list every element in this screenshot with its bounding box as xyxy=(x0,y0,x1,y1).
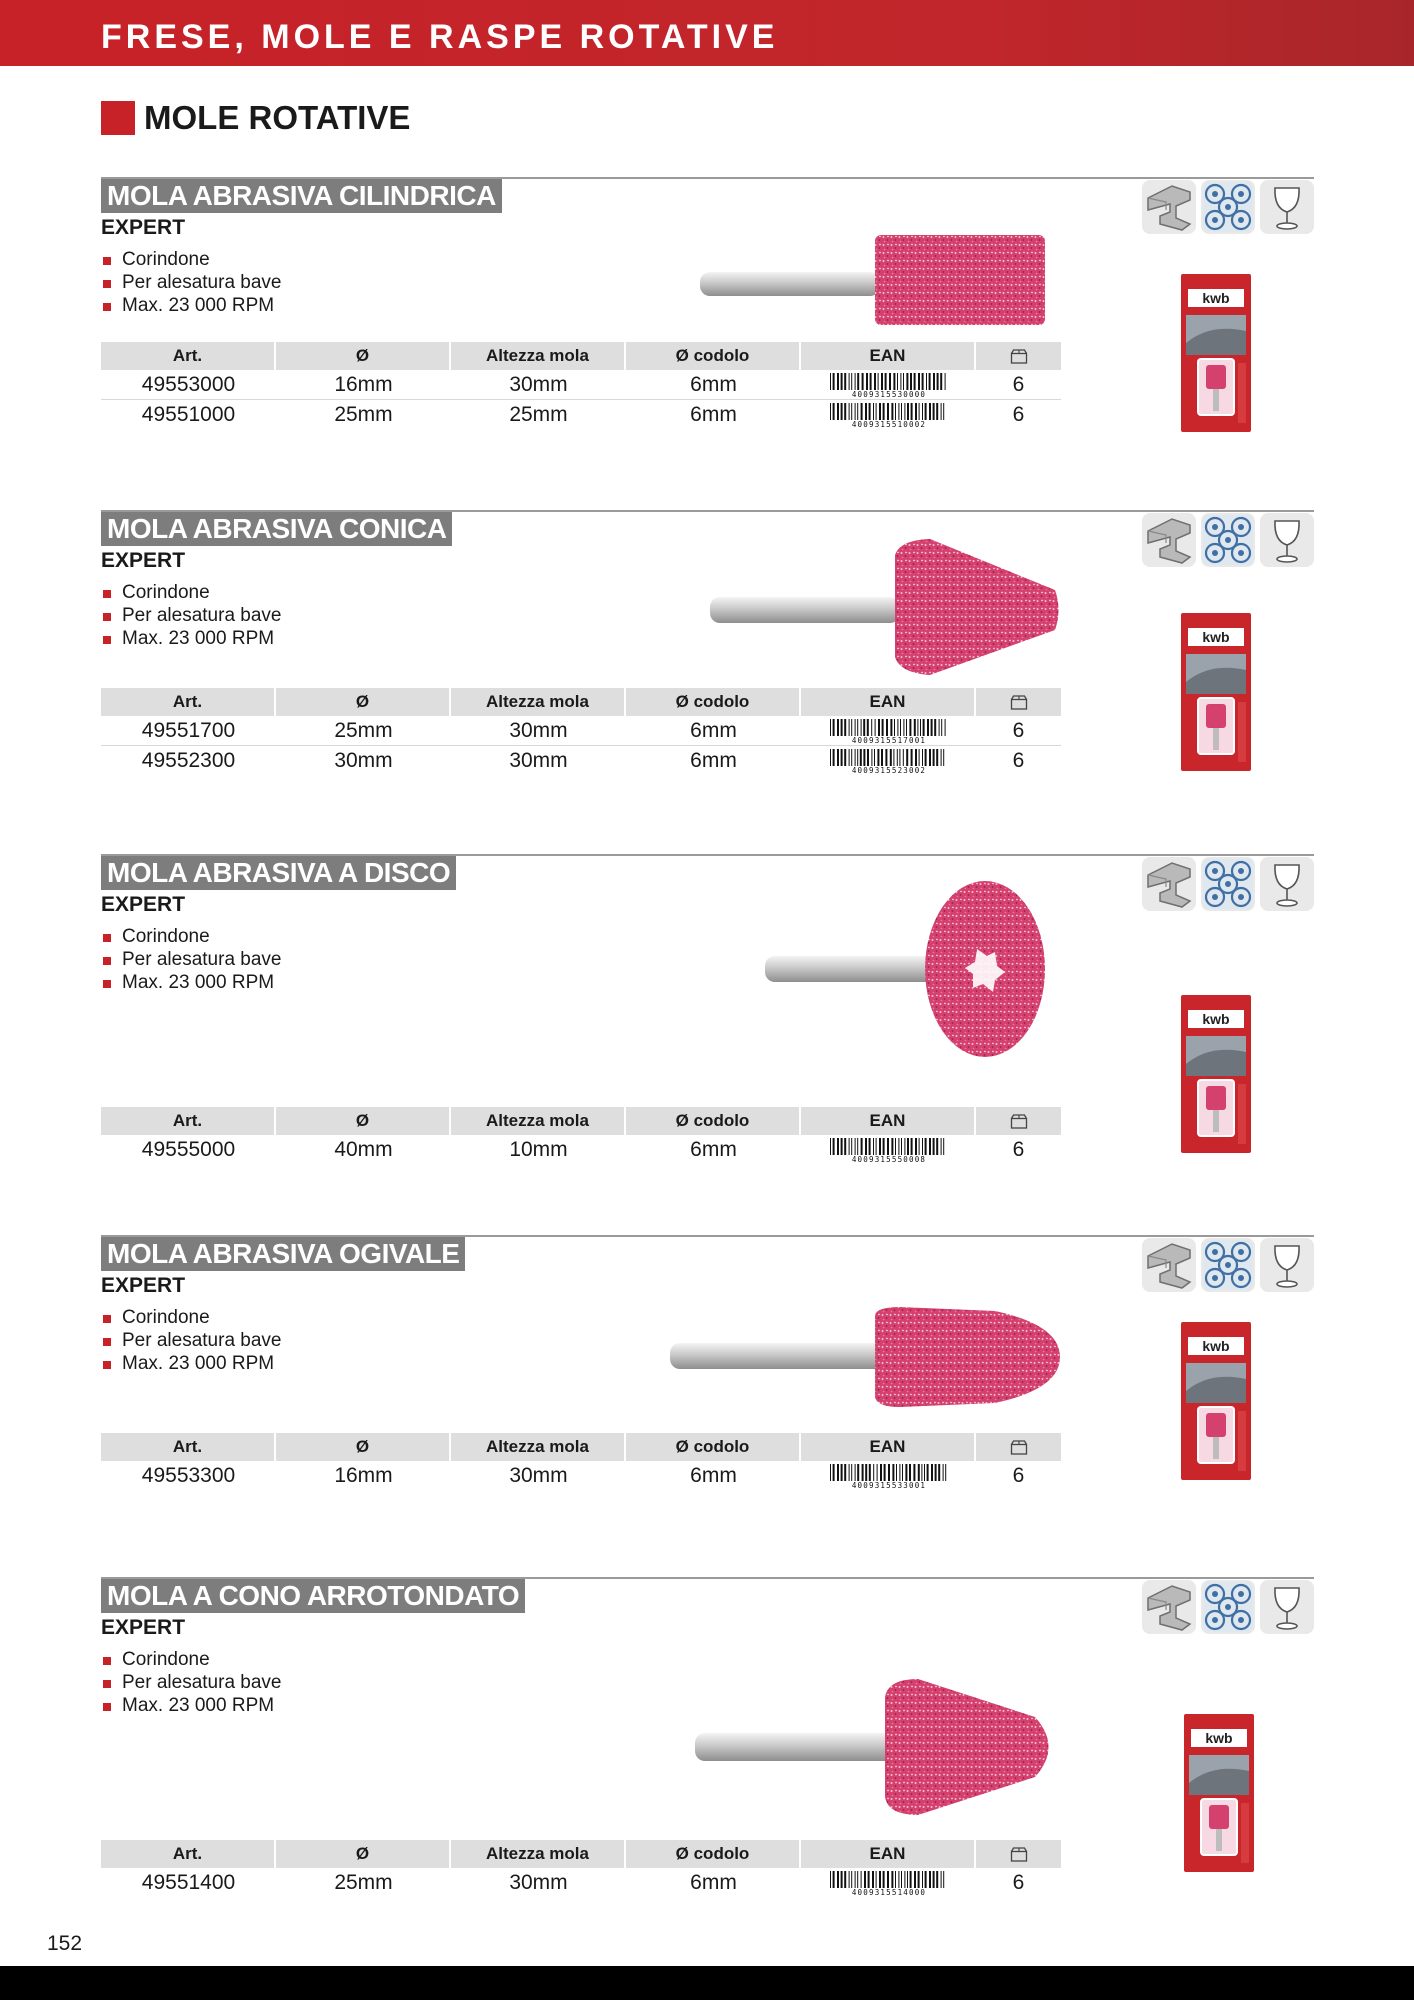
table-header-row xyxy=(101,1107,1061,1135)
table-header-row xyxy=(101,342,1061,370)
steel-profile-icon xyxy=(1142,857,1196,911)
table-row xyxy=(101,370,1061,400)
column-header-art: Art. xyxy=(101,342,276,370)
cell-shank: 6mm xyxy=(626,370,801,400)
pack-brand-label: kwb xyxy=(1202,1338,1230,1354)
column-header-shank: Ø codolo xyxy=(626,342,801,370)
product-title: MOLA ABRASIVA A DISCO xyxy=(101,856,456,890)
section-title: MOLE ROTATIVE xyxy=(144,99,411,136)
column-header-ean: EAN xyxy=(801,1840,976,1868)
column-header-diameter: Ø xyxy=(276,342,451,370)
cell-shank: 6mm xyxy=(626,716,801,746)
cell-qty: 6 xyxy=(976,716,1061,746)
tile-icon xyxy=(1201,513,1255,567)
column-header-height: Altezza mola xyxy=(451,342,626,370)
glass-icon xyxy=(1260,513,1314,567)
feature-item: Corindone xyxy=(101,581,282,604)
column-header-shank: Ø codolo xyxy=(626,1107,801,1135)
svg-text:4009315523002: 4009315523002 xyxy=(851,766,926,774)
column-header-qty xyxy=(976,1107,1061,1135)
cell-diameter: 16mm xyxy=(334,1464,393,1487)
cell-art: 49551700 xyxy=(101,716,276,746)
material-icons xyxy=(1142,1580,1314,1634)
cell-ean xyxy=(801,1868,976,1898)
product-title: MOLA ABRASIVA OGIVALE xyxy=(101,1237,465,1271)
kwb-package-image xyxy=(1180,994,1252,1154)
column-header-diameter: Ø xyxy=(276,1433,451,1461)
steel-profile-icon xyxy=(1142,180,1196,234)
table-header-row xyxy=(101,1433,1061,1461)
material-icons xyxy=(1142,1238,1314,1292)
column-header-ean: EAN xyxy=(801,1107,976,1135)
feature-item: Max. 23 000 RPM xyxy=(101,294,282,317)
cell-height: 30mm xyxy=(509,749,568,772)
box-icon xyxy=(1010,1440,1028,1455)
table-row xyxy=(101,1461,1061,1491)
cell-qty: 6 xyxy=(1012,403,1025,426)
steel-profile-icon xyxy=(1142,513,1196,567)
column-header-ean: EAN xyxy=(801,1433,976,1461)
cell-diameter: 40mm xyxy=(334,1138,393,1161)
feature-item: Max. 23 000 RPM xyxy=(101,627,282,650)
glass-icon xyxy=(1260,1238,1314,1292)
svg-text:4009315514000: 4009315514000 xyxy=(851,1888,926,1896)
feature-item: Per alesatura bave xyxy=(101,948,282,971)
tile-icon xyxy=(1201,1580,1255,1634)
kwb-package-image xyxy=(1180,612,1252,772)
glass-icon xyxy=(1260,857,1314,911)
section-square-icon xyxy=(101,101,135,135)
column-header-height: Altezza mola xyxy=(451,1433,626,1461)
page-number: 152 xyxy=(47,1932,83,1955)
feature-item: Max. 23 000 RPM xyxy=(101,1352,282,1375)
feature-item: Corindone xyxy=(101,1306,282,1329)
banner-title: FRESE, MOLE E RASPE ROTATIVE xyxy=(101,18,779,56)
conical-stone-image xyxy=(700,535,1070,675)
pack-brand-label: kwb xyxy=(1202,629,1230,645)
tile-icon xyxy=(1201,857,1255,911)
product-line: EXPERT xyxy=(101,549,186,572)
column-header-ean: EAN xyxy=(801,342,976,370)
glass-icon xyxy=(1260,1580,1314,1634)
cell-art: 49555000 xyxy=(141,1138,236,1161)
box-icon xyxy=(1010,695,1028,710)
table-row xyxy=(101,1868,1061,1898)
material-icons xyxy=(1142,180,1314,234)
feature-item: Corindone xyxy=(101,1648,282,1671)
column-header-qty xyxy=(976,1840,1061,1868)
feature-item: Per alesatura bave xyxy=(101,604,282,627)
cell-shank: 6mm xyxy=(690,1871,737,1894)
column-header-shank: Ø codolo xyxy=(626,1840,801,1868)
kwb-package-image xyxy=(1180,273,1252,433)
column-header-height: Altezza mola xyxy=(451,1107,626,1135)
cell-qty: 6 xyxy=(1012,1871,1025,1894)
glass-icon xyxy=(1260,180,1314,234)
feature-list xyxy=(101,581,282,650)
column-header-diameter: Ø xyxy=(276,1840,451,1868)
feature-list xyxy=(101,1648,282,1717)
product-line: EXPERT xyxy=(101,893,186,916)
svg-text:4009315550008: 4009315550008 xyxy=(851,1155,926,1163)
box-icon xyxy=(1010,1114,1028,1129)
product-line: EXPERT xyxy=(101,1616,186,1639)
product-title: MOLA ABRASIVA CONICA xyxy=(101,512,452,546)
column-header-shank: Ø codolo xyxy=(626,688,801,716)
ean-barcode xyxy=(828,372,950,398)
product-line: EXPERT xyxy=(101,1274,186,1297)
svg-text:4009315510002: 4009315510002 xyxy=(851,420,926,428)
cell-shank: 6mm xyxy=(690,1464,737,1487)
feature-item: Max. 23 000 RPM xyxy=(101,971,282,994)
cell-diameter: 25mm xyxy=(334,1871,393,1894)
ean-barcode xyxy=(828,402,950,428)
cell-diameter: 25mm xyxy=(276,716,451,746)
table-row xyxy=(101,746,1061,776)
material-icons xyxy=(1142,857,1314,911)
cell-art: 49551400 xyxy=(141,1871,236,1894)
table-row xyxy=(101,716,1061,746)
tile-icon xyxy=(1201,1238,1255,1292)
box-icon xyxy=(1010,349,1028,364)
box-icon xyxy=(1010,1847,1028,1862)
cell-qty: 6 xyxy=(1012,749,1025,772)
column-header-diameter: Ø xyxy=(276,688,451,716)
column-header-height: Altezza mola xyxy=(451,1840,626,1868)
column-header-art: Art. xyxy=(101,688,276,716)
column-header-shank: Ø codolo xyxy=(626,1433,801,1461)
feature-list xyxy=(101,925,282,994)
column-header-ean: EAN xyxy=(801,688,976,716)
cell-ean xyxy=(801,370,976,400)
table-header-row xyxy=(101,688,1061,716)
cell-ean xyxy=(801,400,976,430)
kwb-package-image xyxy=(1180,1321,1252,1481)
bottom-bar xyxy=(0,1966,1414,2000)
cell-art: 49551000 xyxy=(141,403,236,426)
column-header-art: Art. xyxy=(101,1433,276,1461)
pack-brand-label: kwb xyxy=(1205,1730,1233,1746)
cell-art: 49553300 xyxy=(141,1464,236,1487)
cell-qty: 6 xyxy=(1012,1464,1025,1487)
cell-shank: 6mm xyxy=(690,1138,737,1161)
cell-ean xyxy=(801,746,976,776)
feature-item: Corindone xyxy=(101,925,282,948)
feature-item: Per alesatura bave xyxy=(101,271,282,294)
cylindrical-stone-image xyxy=(690,227,1060,337)
ogive-stone-image xyxy=(665,1305,1065,1410)
product-title: MOLA A CONO ARROTONDATO xyxy=(101,1579,525,1613)
svg-text:4009315530000: 4009315530000 xyxy=(851,389,926,398)
column-header-height: Altezza mola xyxy=(451,688,626,716)
ean-barcode xyxy=(828,1870,950,1896)
cell-ean xyxy=(801,716,976,746)
product-title: MOLA ABRASIVA CILINDRICA xyxy=(101,179,502,213)
cell-ean xyxy=(801,1135,976,1165)
cell-shank: 6mm xyxy=(690,749,737,772)
ean-barcode xyxy=(828,748,950,774)
spec-table xyxy=(101,688,1061,776)
tile-icon xyxy=(1201,180,1255,234)
cell-art: 49552300 xyxy=(141,749,236,772)
column-header-art: Art. xyxy=(101,1107,276,1135)
column-header-qty xyxy=(976,342,1061,370)
svg-text:4009315517001: 4009315517001 xyxy=(851,735,926,744)
cell-ean xyxy=(801,1461,976,1491)
column-header-diameter: Ø xyxy=(276,1107,451,1135)
material-icons xyxy=(1142,513,1314,567)
steel-profile-icon xyxy=(1142,1580,1196,1634)
spec-table xyxy=(101,1107,1061,1165)
cell-height: 30mm xyxy=(451,370,626,400)
cell-qty: 6 xyxy=(1012,1138,1025,1161)
cell-shank: 6mm xyxy=(690,403,737,426)
feature-list xyxy=(101,248,282,317)
cell-qty: 6 xyxy=(976,370,1061,400)
feature-list xyxy=(101,1306,282,1375)
cell-height: 25mm xyxy=(509,403,568,426)
svg-text:4009315533001: 4009315533001 xyxy=(851,1481,926,1489)
cell-height: 30mm xyxy=(451,716,626,746)
spec-table xyxy=(101,1840,1061,1898)
ean-barcode xyxy=(828,718,950,744)
steel-profile-icon xyxy=(1142,1238,1196,1292)
ean-barcode xyxy=(828,1137,950,1163)
cell-diameter: 25mm xyxy=(334,403,393,426)
column-header-qty xyxy=(976,1433,1061,1461)
product-line: EXPERT xyxy=(101,216,186,239)
column-header-qty xyxy=(976,688,1061,716)
cell-height: 30mm xyxy=(509,1464,568,1487)
top-banner xyxy=(0,0,1414,66)
table-header-row xyxy=(101,1840,1061,1868)
table-row xyxy=(101,400,1061,430)
cell-diameter: 30mm xyxy=(334,749,393,772)
feature-item: Corindone xyxy=(101,248,282,271)
cell-diameter: 16mm xyxy=(276,370,451,400)
kwb-package-image xyxy=(1183,1713,1255,1873)
table-row xyxy=(101,1135,1061,1165)
pack-brand-label: kwb xyxy=(1202,1011,1230,1027)
feature-item: Per alesatura bave xyxy=(101,1671,282,1694)
cell-height: 10mm xyxy=(509,1138,568,1161)
spec-table xyxy=(101,342,1061,430)
cell-height: 30mm xyxy=(509,1871,568,1894)
disc-stone-image xyxy=(755,874,1065,1064)
spec-table xyxy=(101,1433,1061,1491)
pack-brand-label: kwb xyxy=(1202,290,1230,306)
column-header-art: Art. xyxy=(101,1840,276,1868)
feature-item: Max. 23 000 RPM xyxy=(101,1694,282,1717)
cell-art: 49553000 xyxy=(101,370,276,400)
ean-barcode xyxy=(828,1463,950,1489)
rounded-cone-stone-image xyxy=(690,1677,1070,1817)
feature-item: Per alesatura bave xyxy=(101,1329,282,1352)
